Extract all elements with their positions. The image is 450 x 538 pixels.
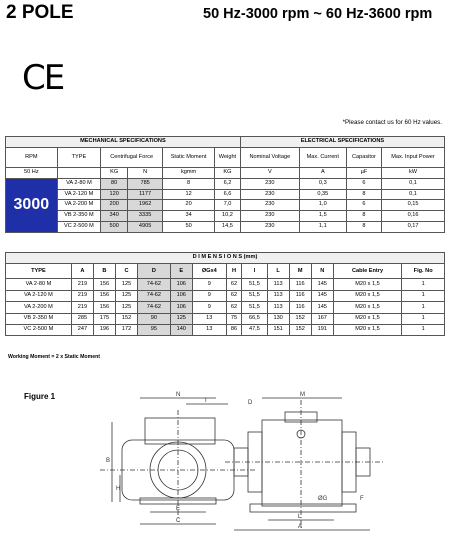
mech-title: MECHANICAL SPECIFICATIONS <box>6 137 241 148</box>
dims-cell: 9 <box>192 290 226 301</box>
unit-kw: kW <box>382 168 445 179</box>
dims-cell: M20 x 1,5 <box>333 290 401 301</box>
dims-type: VA 2-120 M <box>6 290 72 301</box>
spec-cell: 7,0 <box>215 200 241 211</box>
ce-mark-icon: CE <box>22 58 64 98</box>
spec-cell: 80 <box>101 178 128 189</box>
dims-col: A <box>71 264 93 279</box>
dims-cell: 285 <box>71 313 93 324</box>
spec-cell: 0,35 <box>299 189 346 200</box>
dims-cell: 130 <box>267 313 289 324</box>
dims-col: Cable Entry <box>333 264 401 279</box>
dims-col: D <box>138 264 171 279</box>
working-moment-note: Working Moment = 2 x Static Moment <box>8 354 100 360</box>
figure-title: Figure 1 <box>24 392 56 401</box>
unit-n: N <box>128 168 163 179</box>
dims-cell: 86 <box>226 324 241 335</box>
spec-cell: 3335 <box>128 211 163 222</box>
dims-cell: 13 <box>192 324 226 335</box>
spec-type: VB 2-350 M <box>57 211 101 222</box>
dims-cell: 51,5 <box>242 302 267 313</box>
dims-cell: 152 <box>289 324 311 335</box>
dims-cell: 156 <box>93 302 115 313</box>
dims-cell: 75 <box>226 313 241 324</box>
dims-cell: 125 <box>115 290 137 301</box>
spec-cell: 230 <box>240 189 299 200</box>
spec-cell: 1962 <box>128 200 163 211</box>
col-rpm: RPM <box>6 148 58 168</box>
dims-title: D I M E N S I O N S (mm) <box>6 253 445 264</box>
dims-cell: 116 <box>289 290 311 301</box>
dims-cell: 1 <box>402 324 445 335</box>
dims-cell: 219 <box>71 279 93 290</box>
dims-cell: 1 <box>402 302 445 313</box>
dims-col: C <box>115 264 137 279</box>
spec-cell: 785 <box>128 178 163 189</box>
dims-col: M <box>289 264 311 279</box>
spec-cell: 4905 <box>128 221 163 232</box>
dims-cell: 125 <box>170 313 192 324</box>
dims-cell: 13 <box>192 313 226 324</box>
spec-cell: 230 <box>240 200 299 211</box>
dims-cell: 74-62 <box>138 302 171 313</box>
spec-cell: 6 <box>346 178 381 189</box>
dims-cell: M20 x 1,5 <box>333 313 401 324</box>
label-e: E <box>176 506 181 512</box>
dims-cell: 116 <box>289 302 311 313</box>
spec-cell: 1,1 <box>299 221 346 232</box>
label-n: N <box>176 392 181 398</box>
label-d: D <box>248 400 253 406</box>
spec-cell: 0,1 <box>382 189 445 200</box>
unit-hz: 50 Hz <box>6 168 58 179</box>
col-moment: Static Moment <box>163 148 215 168</box>
dims-cell: 247 <box>71 324 93 335</box>
label-b: B <box>106 458 111 464</box>
col-voltage: Nominal Voltage <box>240 148 299 168</box>
dims-cell: 113 <box>267 302 289 313</box>
dims-col: ØGx4 <box>192 264 226 279</box>
label-l: L <box>298 514 302 520</box>
spec-cell: 0,16 <box>382 211 445 222</box>
dims-cell: 156 <box>93 290 115 301</box>
dims-cell: 1 <box>402 290 445 301</box>
label-i: I <box>205 398 207 404</box>
spec-cell: 6,6 <box>215 189 241 200</box>
dims-cell: 113 <box>267 290 289 301</box>
dims-type: VC 2-500 M <box>6 324 72 335</box>
dims-col: I <box>242 264 267 279</box>
contact-note: *Please contact us for 60 Hz values. <box>342 119 442 126</box>
dims-cell: 62 <box>226 290 241 301</box>
dims-col: H <box>226 264 241 279</box>
spec-cell: 8 <box>163 178 215 189</box>
dims-cell: 1 <box>402 313 445 324</box>
page-title: 2 POLE <box>6 2 74 23</box>
spec-cell: 14,5 <box>215 221 241 232</box>
dims-cell: 51,5 <box>242 290 267 301</box>
dims-col: B <box>93 264 115 279</box>
dims-col: TYPE <box>6 264 72 279</box>
dims-col: Fig. No <box>402 264 445 279</box>
dims-cell: 74-62 <box>138 279 171 290</box>
unit-a: A <box>299 168 346 179</box>
spec-cell: 230 <box>240 211 299 222</box>
dims-cell: 9 <box>192 302 226 313</box>
spec-cell: 1,5 <box>299 211 346 222</box>
spec-type: VA 2-80 M <box>57 178 101 189</box>
dims-cell: 66,5 <box>242 313 267 324</box>
spec-cell: 0,17 <box>382 221 445 232</box>
spec-cell: 230 <box>240 221 299 232</box>
spec-cell: 120 <box>101 189 128 200</box>
unit-v: V <box>240 168 299 179</box>
dims-cell: 145 <box>311 302 333 313</box>
label-m: M <box>300 392 305 398</box>
dims-cell: 106 <box>170 290 192 301</box>
spec-cell: 12 <box>163 189 215 200</box>
dims-cell: 219 <box>71 302 93 313</box>
label-g: ØG <box>318 496 328 502</box>
dims-col: N <box>311 264 333 279</box>
dims-cell: 1 <box>402 279 445 290</box>
col-capasitor: Capasitor <box>346 148 381 168</box>
unit-kgmm: kgmm <box>163 168 215 179</box>
spec-cell: 6 <box>346 200 381 211</box>
dims-type: VA 2-80 M <box>6 279 72 290</box>
dims-cell: 145 <box>311 279 333 290</box>
dims-cell: 125 <box>115 302 137 313</box>
spec-cell: 1177 <box>128 189 163 200</box>
dims-col: E <box>170 264 192 279</box>
motor-body-side <box>262 420 342 506</box>
dims-cell: 172 <box>115 324 137 335</box>
dims-cell: 140 <box>170 324 192 335</box>
dims-cell: 62 <box>226 279 241 290</box>
spec-cell: 20 <box>163 200 215 211</box>
spec-type: VA 2-120 M <box>57 189 101 200</box>
dims-cell: 51,5 <box>242 279 267 290</box>
dims-cell: 196 <box>93 324 115 335</box>
spec-cell: 50 <box>163 221 215 232</box>
dims-cell: 113 <box>267 279 289 290</box>
spec-cell: 0,1 <box>382 178 445 189</box>
dims-cell: 90 <box>138 313 171 324</box>
label-f: F <box>360 496 364 502</box>
dims-cell: 219 <box>71 290 93 301</box>
dims-type: VA 2-200 M <box>6 302 72 313</box>
dims-cell: M20 x 1,5 <box>333 302 401 313</box>
frequency-title: 50 Hz-3000 rpm ~ 60 Hz-3600 rpm <box>203 6 433 22</box>
spec-cell: 8 <box>346 221 381 232</box>
col-force: Centrifugal Force <box>101 148 163 168</box>
dims-cell: 62 <box>226 302 241 313</box>
dims-cell: 47,5 <box>242 324 267 335</box>
spec-cell: 0,15 <box>382 200 445 211</box>
dims-cell: 125 <box>115 279 137 290</box>
spec-cell: 34 <box>163 211 215 222</box>
spec-cell: 340 <box>101 211 128 222</box>
spec-cell: 1,0 <box>299 200 346 211</box>
spec-cell: 230 <box>240 178 299 189</box>
col-type: TYPE <box>57 148 101 168</box>
dims-cell: 167 <box>311 313 333 324</box>
dims-cell: 145 <box>311 290 333 301</box>
spec-cell: 0,3 <box>299 178 346 189</box>
spec-cell: 8 <box>346 211 381 222</box>
col-power: Max. Input Power <box>382 148 445 168</box>
col-weight: Weight <box>215 148 241 168</box>
dims-cell: 74-62 <box>138 290 171 301</box>
label-c: C <box>176 518 181 524</box>
dims-col: L <box>267 264 289 279</box>
label-a: A <box>298 524 303 530</box>
unit-weight-kg: KG <box>215 168 241 179</box>
dims-cell: 106 <box>170 279 192 290</box>
spec-cell: 6,2 <box>215 178 241 189</box>
rpm-value: 3000 <box>6 178 58 232</box>
dims-cell: 191 <box>311 324 333 335</box>
dims-cell: 175 <box>93 313 115 324</box>
col-current: Max. Current <box>299 148 346 168</box>
dims-cell: 116 <box>289 279 311 290</box>
spec-cell: 10,2 <box>215 211 241 222</box>
base-foot-side <box>250 504 356 512</box>
label-h: H <box>116 486 121 492</box>
dims-cell: 152 <box>115 313 137 324</box>
dims-cell: M20 x 1,5 <box>333 279 401 290</box>
spec-cell: 500 <box>101 221 128 232</box>
dims-cell: 151 <box>267 324 289 335</box>
spec-type: VA 2-200 M <box>57 200 101 211</box>
spec-cell: 8 <box>346 189 381 200</box>
spec-type: VC 2-500 M <box>57 221 101 232</box>
dims-type: VB 2-350 M <box>6 313 72 324</box>
dims-cell: 156 <box>93 279 115 290</box>
unit-uf: µF <box>346 168 381 179</box>
dims-cell: 95 <box>138 324 171 335</box>
dims-cell: 106 <box>170 302 192 313</box>
unit-kg: KG <box>101 168 128 179</box>
elec-title: ELECTRICAL SPECIFICATIONS <box>240 137 444 148</box>
dims-cell: 152 <box>289 313 311 324</box>
dims-cell: M20 x 1,5 <box>333 324 401 335</box>
dims-cell: 9 <box>192 279 226 290</box>
spec-cell: 200 <box>101 200 128 211</box>
